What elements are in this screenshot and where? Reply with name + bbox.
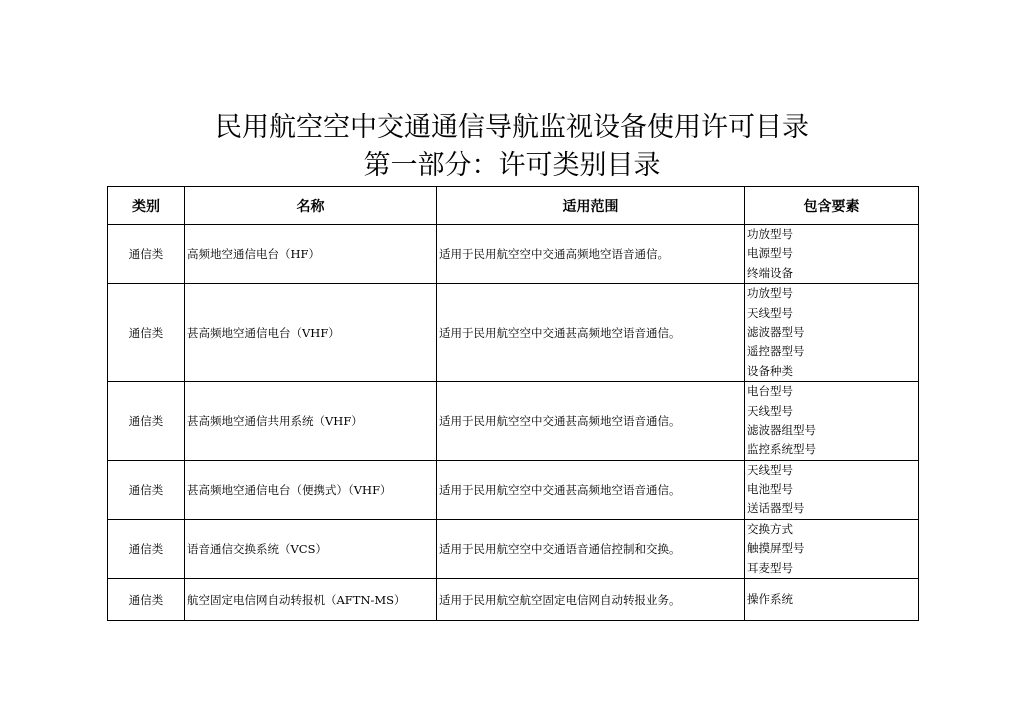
document-subtitle: 第一部分：许可类别目录 <box>363 150 661 181</box>
category-cell: 通信类 <box>108 382 185 461</box>
table-row <box>108 284 919 382</box>
scope-cell: 适用于民用航空空中交通甚高频地空语音通信。 <box>437 460 745 519</box>
category-cell: 通信类 <box>108 460 185 519</box>
element-item: 滤波器组型号 <box>747 422 816 437</box>
element-item: 触摸屏型号 <box>747 541 805 556</box>
element-item: 监控系统型号 <box>747 442 816 457</box>
element-item: 电池型号 <box>747 482 793 497</box>
element-item: 天线型号 <box>747 403 793 418</box>
scope-cell: 适用于民用航空空中交通甚高频地空语音通信。 <box>437 382 745 461</box>
table-row <box>108 382 919 461</box>
name-cell: 高频地空通信电台（HF） <box>185 225 437 284</box>
element-item: 送话器型号 <box>747 501 805 516</box>
element-item: 电台型号 <box>747 384 793 399</box>
element-item: 设备种类 <box>747 363 793 378</box>
elements-cell <box>745 225 919 284</box>
category-cell: 通信类 <box>108 519 185 578</box>
element-item: 滤波器型号 <box>747 324 805 339</box>
element-item: 耳麦型号 <box>747 560 793 575</box>
elements-cell <box>745 382 919 461</box>
scope-cell: 适用于民用航空空中交通甚高频地空语音通信。 <box>437 284 745 382</box>
element-item: 终端设备 <box>747 265 793 280</box>
element-item: 天线型号 <box>747 462 793 477</box>
header-name: 名称 <box>185 187 437 225</box>
category-cell: 通信类 <box>108 284 185 382</box>
element-item: 功放型号 <box>747 286 793 301</box>
category-cell: 通信类 <box>108 225 185 284</box>
name-cell: 甚高频地空通信共用系统（VHF） <box>185 382 437 461</box>
table-row <box>108 519 919 578</box>
name-cell: 甚高频地空通信电台（便携式）（VHF） <box>185 460 437 519</box>
table-row <box>108 225 919 284</box>
header-category: 类别 <box>108 187 185 225</box>
element-item: 功放型号 <box>747 227 793 241</box>
header-scope: 适用范围 <box>437 187 745 225</box>
document-title: 民用航空空中交通通信导航监视设备使用许可目录 <box>215 112 809 143</box>
elements-cell <box>745 284 919 382</box>
scope-cell: 适用于民用航空航空固定电信网自动转报业务。 <box>437 579 745 621</box>
scope-cell: 适用于民用航空空中交通语音通信控制和交换。 <box>437 519 745 578</box>
table-row <box>108 579 919 621</box>
header-elements: 包含要素 <box>745 187 919 225</box>
element-item: 天线型号 <box>747 305 793 320</box>
name-cell: 航空固定电信网自动转报机（AFTN-MS） <box>185 579 437 621</box>
element-item: 操作系统 <box>747 591 793 606</box>
scope-cell: 适用于民用航空空中交通高频地空语音通信。 <box>437 225 745 284</box>
element-item: 电源型号 <box>747 246 793 261</box>
permit-catalog-table <box>107 186 919 621</box>
category-cell: 通信类 <box>108 579 185 621</box>
table-header-row <box>108 187 919 225</box>
name-cell: 语音通信交换系统（VCS） <box>185 519 437 578</box>
name-cell: 甚高频地空通信电台（VHF） <box>185 284 437 382</box>
element-item: 交换方式 <box>747 521 793 536</box>
elements-cell <box>745 460 919 519</box>
element-item: 遥控器型号 <box>747 344 805 359</box>
table-row <box>108 460 919 519</box>
elements-cell <box>745 519 919 578</box>
elements-cell <box>745 579 919 621</box>
